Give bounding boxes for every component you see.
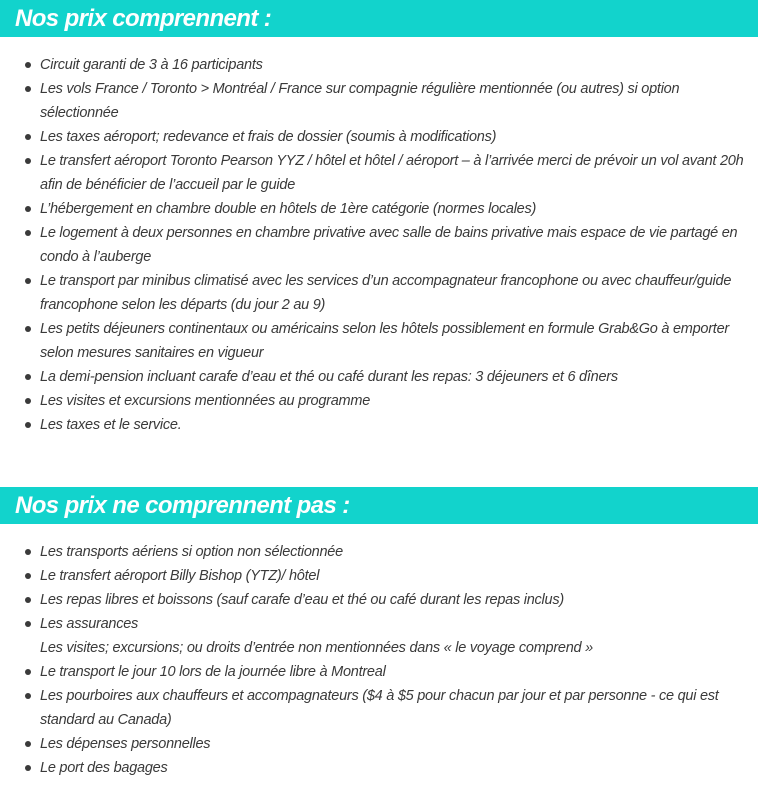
bullet-icon [25,62,31,68]
list-item-text: Les dépenses personnelles [40,736,211,752]
list-item [0,149,758,197]
bullet-icon [25,597,31,603]
list-item-text: Les assurances [40,616,139,632]
bullet-icon [25,278,31,284]
list-item [0,660,758,684]
list-item [0,413,758,437]
list-item-text: Les taxes et le service. [40,417,182,433]
excluded-list [0,540,758,780]
list-item [0,389,758,413]
excluded-heading: Nos prix ne comprennent pas : [0,487,758,524]
list-item-text: Les repas libres et boissons (sauf carafe d’eau et thé ou café durant les repas inclus) [40,592,564,608]
bullet-icon [25,230,31,236]
included-heading: Nos prix comprennent : [0,0,758,37]
bullet-icon [25,549,31,555]
list-item-text: Les visites; excursions; ou droits d’entrée non mentionnées dans « le voyage comprend » [40,640,593,656]
list-item [0,317,758,365]
included-list [0,53,758,437]
list-item-text: Le transport par minibus climatisé avec les services d’un accompagnateur francophone ou avec chauffeur/guide francophone selon les départs (du jour 2 au 9) [40,273,732,313]
bullet-icon [25,573,31,579]
list-item-text: Les vols France / Toronto > Montréal / France sur compagnie régulière mentionnée (ou autres) si option sélectionnée [40,81,680,121]
list-item [0,564,758,588]
bullet-icon [25,398,31,404]
list-item [0,612,758,636]
bullet-icon [25,134,31,140]
list-item [0,756,758,780]
list-item-text: Le port des bagages [40,760,168,776]
bullet-icon [25,374,31,380]
list-item [0,197,758,221]
list-item [0,125,758,149]
bullet-icon [25,621,31,627]
list-item [0,53,758,77]
list-item-text: Les transports aériens si option non sélectionnée [40,544,343,560]
bullet-icon [25,86,31,92]
bullet-icon [25,326,31,332]
list-item [0,77,758,125]
list-item-text: Le transfert aéroport Billy Bishop (YTZ)/ hôtel [40,568,320,584]
list-item-text: Circuit garanti de 3 à 16 participants [40,57,263,73]
list-item-text: Les visites et excursions mentionnées au programme [40,393,371,409]
list-item-text: La demi-pension incluant carafe d’eau et thé ou café durant les repas: 3 déjeuners et 6 dîners [40,369,618,385]
bullet-icon [25,669,31,675]
excluded-section [0,487,758,780]
bullet-icon [25,741,31,747]
list-item [0,269,758,317]
bullet-icon [25,206,31,212]
list-item [0,365,758,389]
list-item-text: Le transfert aéroport Toronto Pearson YYZ / hôtel et hôtel / aéroport – à l’arrivée merci de prévoir un vol avant 20h afin de bénéficier de l’accueil par le guide [40,153,744,193]
bullet-icon [25,693,31,699]
list-item-text: Les petits déjeuners continentaux ou américains selon les hôtels possiblement en formule Grab&Go à emporter selon mesures sanitaires en vigueur [40,321,729,361]
bullet-icon [25,158,31,164]
list-item-text: Les pourboires aux chauffeurs et accompagnateurs ($4 à $5 pour chacun par jour et par personne - ce qui est standard au Canada) [40,688,719,728]
list-item-text: L’hébergement en chambre double en hôtels de 1ère catégorie (normes locales) [40,201,537,217]
list-item [0,221,758,269]
list-item-text: Les taxes aéroport; redevance et frais de dossier (soumis à modifications) [40,129,497,145]
list-item [0,636,758,660]
list-item [0,732,758,756]
list-item [0,588,758,612]
bullet-icon [25,422,31,428]
list-item-text: Le transport le jour 10 lors de la journée libre à Montreal [40,664,386,680]
list-item [0,684,758,732]
bullet-icon [25,765,31,771]
list-item-text: Le logement à deux personnes en chambre privative avec salle de bains privative mais espace de vie partagé en condo à l’auberge [40,225,738,265]
list-item [0,540,758,564]
